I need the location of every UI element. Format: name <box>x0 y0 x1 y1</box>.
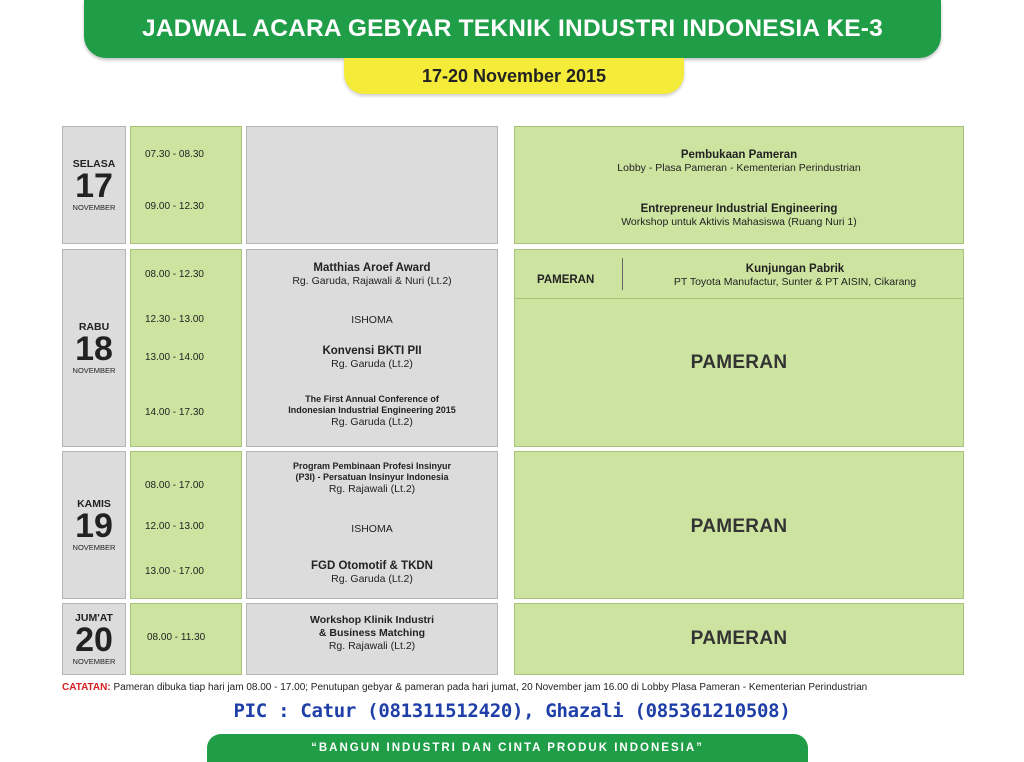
visit-row <box>515 250 963 299</box>
time-slot: 08.00 - 11.30 <box>147 632 206 643</box>
time-slot: 08.00 - 17.00 <box>145 480 204 491</box>
event-block <box>515 203 963 229</box>
time-cell-17 <box>130 126 242 244</box>
event-title: Konvensi BKTI PII <box>322 345 422 357</box>
day-month: NOVEMBER <box>72 542 116 552</box>
note-text: Pameran dibuka tiap hari jam 08.00 - 17.00; Penutupan gebyar & pameran pada hari jumat, 20 November jam 16.00 di Lobby Plasa Pameran - Kementerian Perindustrian <box>113 682 868 693</box>
event-block <box>515 149 963 175</box>
day-name: KAMIS <box>77 497 111 510</box>
event-title: ISHOMA <box>351 314 393 326</box>
exhibition-banner: PAMERAN <box>690 352 788 373</box>
event-detail: Rg. Garuda (Lt.2) <box>331 358 413 370</box>
time-slot: 12.30 - 13.00 <box>145 314 204 325</box>
right-cell-19 <box>514 451 964 599</box>
event-title-line: Workshop Klinik Industri <box>309 614 435 626</box>
day-cell-19 <box>62 451 126 599</box>
day-month: NOVEMBER <box>72 365 116 375</box>
day-name: RABU <box>78 320 110 333</box>
event-block <box>247 523 497 536</box>
event-block <box>247 345 497 371</box>
event-title: Kunjungan Pabrik <box>745 263 845 275</box>
exhibition-label: PAMERAN <box>537 274 595 286</box>
event-detail: Workshop untuk Aktivis Mahasiswa (Ruang Nuri 1) <box>621 216 857 228</box>
middle-cell-19 <box>246 451 498 599</box>
day-name: SELASA <box>72 157 116 170</box>
event-title-line: & Business Matching <box>318 627 426 639</box>
time-slot: 13.00 - 17.00 <box>145 566 204 577</box>
divider <box>622 258 623 290</box>
day-number: 17 <box>75 166 113 205</box>
time-slot: 09.00 - 12.30 <box>145 201 204 212</box>
date-banner <box>344 58 684 94</box>
footer-banner <box>207 734 808 762</box>
middle-cell-18 <box>246 249 498 447</box>
event-detail: Rg. Garuda (Lt.2) <box>331 573 413 585</box>
event-block <box>247 461 497 496</box>
day-number: 19 <box>75 506 113 545</box>
right-cell-17 <box>514 126 964 244</box>
event-block <box>247 394 497 429</box>
event-title: FGD Otomotif & TKDN <box>310 560 433 572</box>
page-title: JADWAL ACARA GEBYAR TEKNIK INDUSTRI INDONESIA KE-3 <box>142 15 883 42</box>
note-label: CATATAN: <box>62 682 111 693</box>
event-detail: Rg. Garuda (Lt.2) <box>331 416 413 428</box>
time-cell-20 <box>130 603 242 675</box>
event-detail: Lobby - Plasa Pameran - Kementerian Perindustrian <box>617 162 861 174</box>
event-block <box>247 614 497 653</box>
day-month: NOVEMBER <box>72 656 116 666</box>
event-title-line: The First Annual Conference of <box>305 394 439 404</box>
event-detail: Rg. Rajawali (Lt.2) <box>328 483 416 495</box>
middle-cell-17 <box>246 126 498 244</box>
event-title: Pembukaan Pameran <box>680 149 798 161</box>
event-title-line: Program Pembinaan Profesi Insinyur <box>292 461 452 471</box>
event-title: Entrepreneur Industrial Engineering <box>640 203 838 215</box>
day-cell-20 <box>62 603 126 675</box>
slogan: “BANGUN INDUSTRI DAN CINTA PRODUK INDONESIA” <box>311 742 704 754</box>
middle-cell-20 <box>246 603 498 675</box>
day-month: NOVEMBER <box>72 202 116 212</box>
day-name: JUM'AT <box>75 611 113 624</box>
right-cell-18 <box>514 249 964 447</box>
note-line <box>62 682 962 693</box>
pic-contact: PIC : Catur (081311512420), Ghazali (085361210508) <box>233 700 791 722</box>
event-block <box>247 314 497 327</box>
event-block <box>247 262 497 288</box>
exhibition-banner: PAMERAN <box>690 516 788 537</box>
time-cell-19 <box>130 451 242 599</box>
event-title-line: Indonesian Industrial Engineering 2015 <box>288 405 456 415</box>
event-title-line: (P3I) - Persatuan Insinyur Indonesia <box>295 472 449 482</box>
date-range: 17-20 November 2015 <box>421 65 607 86</box>
event-detail: PT Toyota Manufactur, Sunter & PT AISIN, Cikarang <box>673 276 917 288</box>
right-cell-20 <box>514 603 964 675</box>
event-title: Matthias Aroef Award <box>313 262 431 274</box>
day-cell-17 <box>62 126 126 244</box>
event-block <box>247 560 497 586</box>
event-block <box>627 263 963 289</box>
day-number: 20 <box>75 620 113 659</box>
event-detail: Rg. Rajawali (Lt.2) <box>328 640 416 652</box>
time-slot: 12.00 - 13.00 <box>145 521 204 532</box>
time-slot: 13.00 - 14.00 <box>145 352 204 363</box>
title-banner <box>84 0 941 58</box>
exhibition-banner: PAMERAN <box>690 628 788 649</box>
time-slot: 07.30 - 08.30 <box>145 149 204 160</box>
day-cell-18 <box>62 249 126 447</box>
time-slot: 08.00 - 12.30 <box>145 269 204 280</box>
time-slot: 14.00 - 17.30 <box>145 407 204 418</box>
time-cell-18 <box>130 249 242 447</box>
event-detail: Rg. Garuda, Rajawali & Nuri (Lt.2) <box>292 275 452 287</box>
day-number: 18 <box>75 329 113 368</box>
event-title: ISHOMA <box>351 523 393 535</box>
